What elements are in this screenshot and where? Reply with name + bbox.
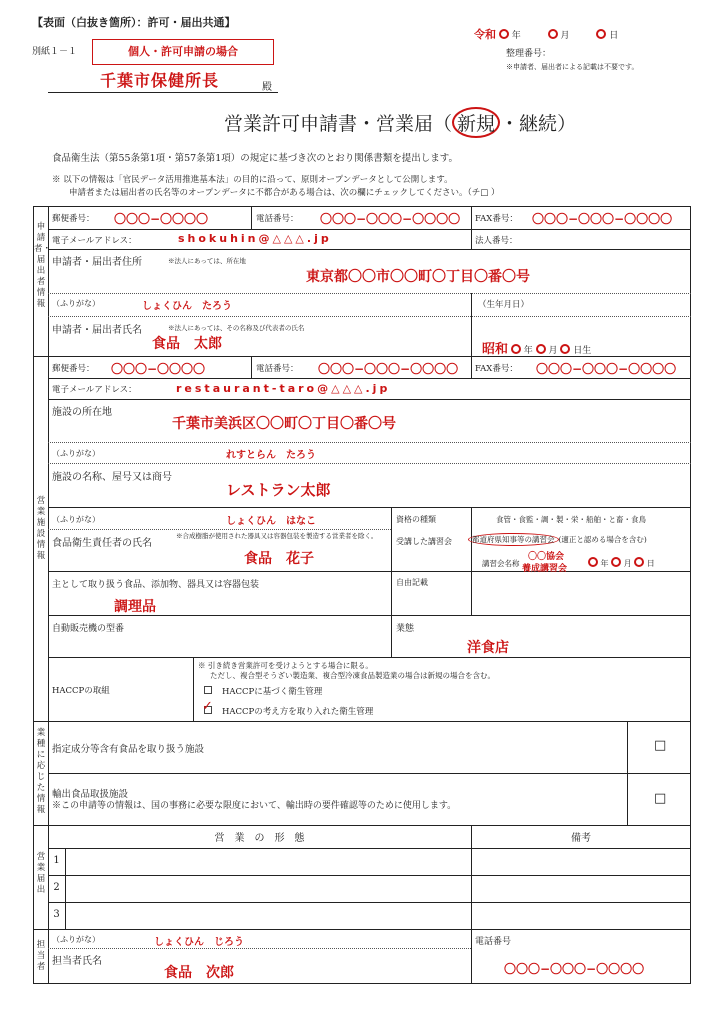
business-type-label: 業態	[396, 624, 415, 634]
course-month-unit: 月	[623, 559, 632, 568]
haccp-note-2: ただし、複合型そうざい製造業、複合型冷凍食品製造業の場合は新規の場合を含む。	[210, 671, 495, 680]
haccp-option2-check-icon: ✓	[202, 699, 213, 714]
haccp-option1-label: HACCPに基づく衛生管理	[222, 687, 323, 697]
title-new-circled: 新規	[452, 107, 500, 138]
birth-day-unit: 日生	[573, 346, 592, 356]
facility-fax-value[interactable]: 〇〇〇−〇〇〇−〇〇〇〇	[536, 362, 677, 376]
open-data-note-1: ※ 以下の情報は「官民データ活用推進基本法」の目的に沿って、原則オープンデータとして公開します。	[52, 175, 453, 185]
birth-month-mark	[536, 344, 546, 354]
date-month-mark	[548, 29, 558, 39]
business-row-number: 3	[53, 909, 60, 920]
industry-item1-label: 指定成分等含有食品を取り扱う施設	[52, 744, 205, 755]
free-text-label: 自由記載	[396, 578, 428, 587]
application-type-box: 個人・許可申請の場合	[92, 39, 274, 65]
date-year-mark	[499, 29, 509, 39]
course-value-circled[interactable]: 都道府県知事等の講習会	[468, 533, 559, 546]
applicant-postal-label: 郵便番号：	[52, 214, 95, 224]
applicant-furigana-label: （ふりがな）	[52, 299, 100, 308]
applicant-address-label: 申請者・届出者住所	[52, 257, 142, 268]
applicant-corporate-number-label: 法人番号：	[475, 236, 518, 246]
contact-name-value[interactable]: 食品 次郎	[164, 965, 234, 981]
reference-number-label: 整理番号：	[506, 49, 552, 59]
course-name-label: 講習会名称	[482, 559, 520, 568]
facility-name-label: 施設の名称、屋号又は商号	[52, 472, 172, 483]
banner: 【表面（白抜き箇所）：許可・届出共通】	[32, 16, 236, 29]
course-day-mark	[634, 557, 644, 567]
course-year-mark	[588, 557, 598, 567]
business-row-number: 2	[53, 882, 60, 893]
manager-furigana-value[interactable]: しょくひん はなこ	[226, 516, 316, 527]
course-date	[588, 557, 655, 569]
facility-email-label: 電子メールアドレス：	[52, 385, 137, 395]
addressee-underline	[48, 92, 278, 93]
date-month-unit: 月	[560, 31, 570, 41]
business-form-header: 営 業 の 形 態	[214, 833, 305, 844]
title-continuation: 継続	[519, 113, 558, 135]
section-industry-label: 業種に応じた情報	[36, 728, 46, 815]
applicant-phone-value[interactable]: 〇〇〇−〇〇〇−〇〇〇〇	[320, 212, 461, 226]
birth-year-mark	[511, 344, 521, 354]
contact-name-label: 担当者氏名	[52, 956, 102, 967]
applicant-address-note: ※法人にあっては、所在地	[168, 257, 246, 265]
applicant-name-note: ※法人にあっては、その名称及び代表者の氏名	[168, 324, 305, 332]
birth-era: 昭和	[482, 342, 509, 357]
business-type-value[interactable]: 洋食店	[467, 640, 509, 656]
facility-postal-label: 郵便番号：	[52, 364, 95, 374]
date-era: 令和	[474, 28, 496, 41]
title-suffix: ）	[557, 113, 577, 135]
facility-name-furigana-label: （ふりがな）	[52, 449, 100, 458]
qualification-options[interactable]: 食管・食監・調・製・栄・船舶・と畜・食鳥	[496, 515, 646, 524]
applicant-address-value[interactable]: 東京都〇〇市〇〇町〇丁目〇番〇号	[306, 269, 530, 285]
section-applicant-label: 申請者・届出者情報	[34, 222, 52, 309]
applicant-birth-label: （生年月日）	[478, 300, 530, 310]
industry-item2-label: 輸出食品取扱施設	[52, 789, 129, 800]
industry-item1-checkbox[interactable]: □	[654, 738, 667, 753]
contact-furigana-label: （ふりがな）	[52, 935, 100, 944]
facility-email-value[interactable]: restaurant-taro@△△△.jp	[176, 382, 391, 395]
course-name-line1[interactable]: 〇〇協会	[528, 552, 565, 562]
addressee-suffix: 殿	[262, 82, 272, 93]
course-day-unit: 日	[646, 559, 655, 568]
course-month-mark	[611, 557, 621, 567]
birth-year-unit: 年	[523, 346, 533, 356]
facility-location-label: 施設の所在地	[52, 407, 112, 418]
section-business-label: 営業届出	[36, 852, 46, 895]
vending-machine-label: 自動販売機の型番	[52, 624, 125, 634]
section-label-column-divider	[48, 206, 49, 984]
main-food-value[interactable]: 調理品	[114, 599, 156, 615]
applicant-furigana-value[interactable]: しょくひん たろう	[142, 301, 232, 312]
addressee: 千葉市保健所長	[100, 71, 220, 90]
law-statement: 食品衛生法（第55条第1項・第57条第1項）の規定に基づき次のとおり関係書類を提出します。	[52, 153, 459, 164]
haccp-option2-label: HACCPの考え方を取り入れた衛生管理	[222, 707, 374, 717]
facility-location-value[interactable]: 千葉市美浜区〇〇町〇丁目〇番〇号	[172, 416, 396, 432]
manager-name-note: ※合成樹脂が使用された器具又は容器包装を製造する営業者を除く。	[176, 532, 378, 540]
birth-month-unit: 月	[548, 346, 558, 356]
facility-postal-value[interactable]: 〇〇〇−〇〇〇〇	[111, 362, 206, 376]
course-year-unit: 年	[600, 559, 609, 568]
applicant-birth-date	[482, 338, 591, 357]
applicant-postal-value[interactable]: 〇〇〇−〇〇〇〇	[114, 212, 209, 226]
open-data-note-2: 申請者または届出者の氏名等のオープンデータに不都合がある場合は、次の欄にチェックしてください。（チ□ ）	[69, 188, 500, 198]
date-day-mark	[596, 29, 606, 39]
applicant-email-value[interactable]: shokuhin@△△△.jp	[178, 232, 332, 245]
birth-day-mark	[560, 344, 570, 354]
contact-furigana-value[interactable]: しょくひん じろう	[154, 937, 244, 948]
course-name-line2[interactable]: 養成講習会	[522, 564, 568, 574]
manager-name-label: 食品衛生責任者の氏名	[52, 538, 152, 549]
applicant-fax-value[interactable]: 〇〇〇−〇〇〇−〇〇〇〇	[532, 212, 673, 226]
page-title	[224, 107, 576, 138]
applicant-email-label: 電子メールアドレス：	[52, 236, 137, 246]
business-remarks-header: 備考	[571, 833, 591, 844]
course-value-row	[468, 533, 647, 546]
facility-phone-label: 電話番号：	[256, 364, 299, 374]
facility-name-value[interactable]: レストラン太郎	[226, 481, 331, 499]
business-row-number: 1	[53, 855, 60, 866]
manager-name-value[interactable]: 食品 花子	[244, 551, 314, 567]
title-separator: ・	[500, 113, 520, 135]
facility-fax-label: FAX番号：	[475, 364, 518, 374]
course-label: 受講した講習会	[396, 537, 452, 546]
qualification-label: 資格の種類	[396, 515, 436, 524]
main-food-label: 主として取り扱う食品、添加物、器具又は容器包装	[52, 580, 260, 590]
facility-name-furigana-value[interactable]: れすとらん たろう	[226, 450, 316, 461]
applicant-fax-label: FAX番号：	[475, 214, 518, 224]
haccp-option1-checkbox[interactable]	[204, 686, 212, 694]
title-prefix: 営業許可申請書・営業届（	[224, 113, 453, 135]
date-day-unit: 日	[609, 31, 619, 41]
section-contact-label: 担当者	[36, 940, 46, 972]
facility-phone-value[interactable]: 〇〇〇−〇〇〇−〇〇〇〇	[318, 362, 459, 376]
industry-item2-note: ※この申請等の情報は、国の事務に必要な限度において、輸出時の要件確認等のために使用します。	[52, 801, 457, 811]
section-facility-label: 営業施設情報	[36, 496, 46, 561]
haccp-label: HACCPの取組	[52, 686, 110, 696]
application-date	[474, 26, 618, 42]
applicant-name-label: 申請者・届出者氏名	[52, 325, 142, 336]
manager-furigana-label: （ふりがな）	[52, 515, 100, 524]
contact-phone-value[interactable]: 〇〇〇−〇〇〇−〇〇〇〇	[504, 962, 645, 976]
contact-phone-label: 電話番号	[475, 937, 512, 947]
reference-number-note: ※申請者、届出者による記載は不要です。	[506, 63, 639, 71]
haccp-note-1: ※ 引き続き営業許可を受けようとする場合に限る。	[198, 661, 373, 670]
applicant-name-value[interactable]: 食品 太郎	[152, 336, 222, 352]
industry-item2-checkbox[interactable]: □	[654, 791, 667, 806]
form-number: 別紙１－１	[32, 47, 78, 57]
date-year-unit: 年	[511, 31, 521, 41]
applicant-phone-label: 電話番号：	[256, 214, 299, 224]
course-suffix: (適正と認める場合を含む)	[558, 535, 647, 544]
